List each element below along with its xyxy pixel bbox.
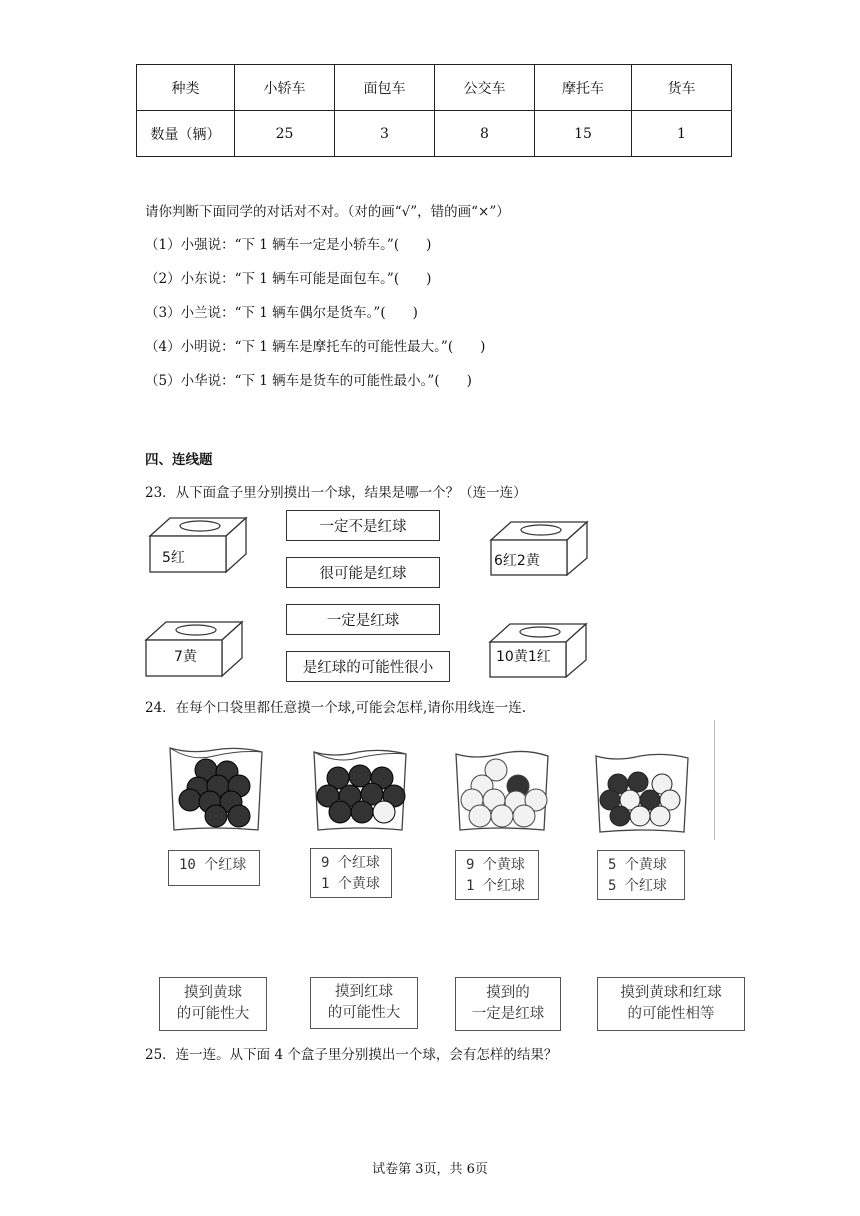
result-card-3[interactable] <box>455 977 561 1031</box>
result-card-line: 摸到黄球 <box>184 985 242 1001</box>
box-label-4: 10黄1红 <box>496 649 551 665</box>
result-card-line: 的可能性大 <box>327 1005 401 1021</box>
result-card-line: 摸到红球 <box>335 984 393 1000</box>
outcome-option[interactable]: 一定是红球 <box>286 604 440 635</box>
judgment-item-2[interactable]: （2）小东说：“下 1 辆车可能是面包车。”( ) <box>145 271 432 287</box>
bag-card-line: 10 个红球 <box>179 857 247 873</box>
table-cell: 数量（辆） <box>137 111 235 157</box>
bag-card-line: 5 个红球 <box>608 878 667 894</box>
result-card-line: 的可能性相等 <box>627 1006 715 1022</box>
table-header-cell: 面包车 <box>335 65 435 111</box>
table-header-cell: 摩托车 <box>535 65 632 111</box>
ball-bag-4 <box>592 746 692 836</box>
outcome-option[interactable]: 很可能是红球 <box>286 557 440 588</box>
judgment-item-1[interactable]: （1）小强说：“下 1 辆车一定是小轿车。”( ) <box>145 237 432 253</box>
divider <box>714 720 715 840</box>
box-label-3: 7黄 <box>174 649 197 665</box>
box-label-2: 6红2黄 <box>494 553 540 569</box>
result-card-line: 摸到黄球和红球 <box>620 985 722 1001</box>
bag-card-2[interactable] <box>310 848 392 898</box>
table-cell: 1 <box>632 111 732 157</box>
bag-card-1[interactable] <box>168 850 260 886</box>
judgment-item-5[interactable]: （5）小华说：“下 1 辆车是货车的可能性最小。”( ) <box>145 373 472 389</box>
ball-bag-1 <box>166 742 266 834</box>
result-card-2[interactable] <box>310 977 418 1029</box>
question-24-text: 24．在每个口袋里都任意摸一个球,可能会怎样,请你用线连一连. <box>145 700 527 716</box>
bag-card-3[interactable] <box>455 850 539 900</box>
question-25-text: 25．连一连。从下面 4 个盒子里分别摸出一个球，会有怎样的结果？ <box>145 1047 558 1063</box>
bag-card-line: 9 个黄球 <box>466 857 525 873</box>
result-card-4[interactable] <box>597 977 745 1031</box>
bag-card-line: 9 个红球 <box>321 855 380 871</box>
bag-card-4[interactable] <box>597 850 685 900</box>
ball-bag-2 <box>310 742 410 834</box>
judgment-item-3[interactable]: （3）小兰说：“下 1 辆车偶尔是货车。”( ) <box>145 305 418 321</box>
table-cell: 8 <box>435 111 535 157</box>
result-card-line: 的可能性大 <box>176 1006 250 1022</box>
section-title: 四、连线题 <box>145 452 213 468</box>
judgment-intro: 请你判断下面同学的对话对不对。（对的画“√”，错的画“×”） <box>145 204 510 220</box>
table-header-cell: 种类 <box>137 65 235 111</box>
table-header-cell: 公交车 <box>435 65 535 111</box>
vehicle-table <box>136 64 732 157</box>
result-card-line: 摸到的 <box>486 985 530 1001</box>
box-label-1: 5红 <box>162 550 185 566</box>
table-cell: 15 <box>535 111 632 157</box>
table-header-row <box>137 65 732 111</box>
question-23-text: 23．从下面盒子里分别摸出一个球，结果是哪一个？（连一连） <box>145 485 527 501</box>
outcome-option[interactable]: 是红球的可能性很小 <box>286 651 450 682</box>
result-card-line: 一定是红球 <box>471 1006 545 1022</box>
ball-bag-3 <box>452 740 552 834</box>
judgment-item-4[interactable]: （4）小明说：“下 1 辆车是摩托车的可能性最大。”( ) <box>145 339 486 355</box>
table-header-cell: 货车 <box>632 65 732 111</box>
table-header-cell: 小轿车 <box>235 65 335 111</box>
outcome-option[interactable]: 一定不是红球 <box>286 510 440 541</box>
page-footer: 试卷第 3页，共 6页 <box>372 1162 488 1177</box>
bag-card-line: 1 个黄球 <box>321 876 380 892</box>
result-card-1[interactable] <box>159 977 267 1031</box>
table-row <box>137 111 732 157</box>
table-cell: 3 <box>335 111 435 157</box>
table-cell: 25 <box>235 111 335 157</box>
bag-card-line: 1 个红球 <box>466 878 525 894</box>
bag-card-line: 5 个黄球 <box>608 857 667 873</box>
ball-box-1 <box>140 516 250 574</box>
